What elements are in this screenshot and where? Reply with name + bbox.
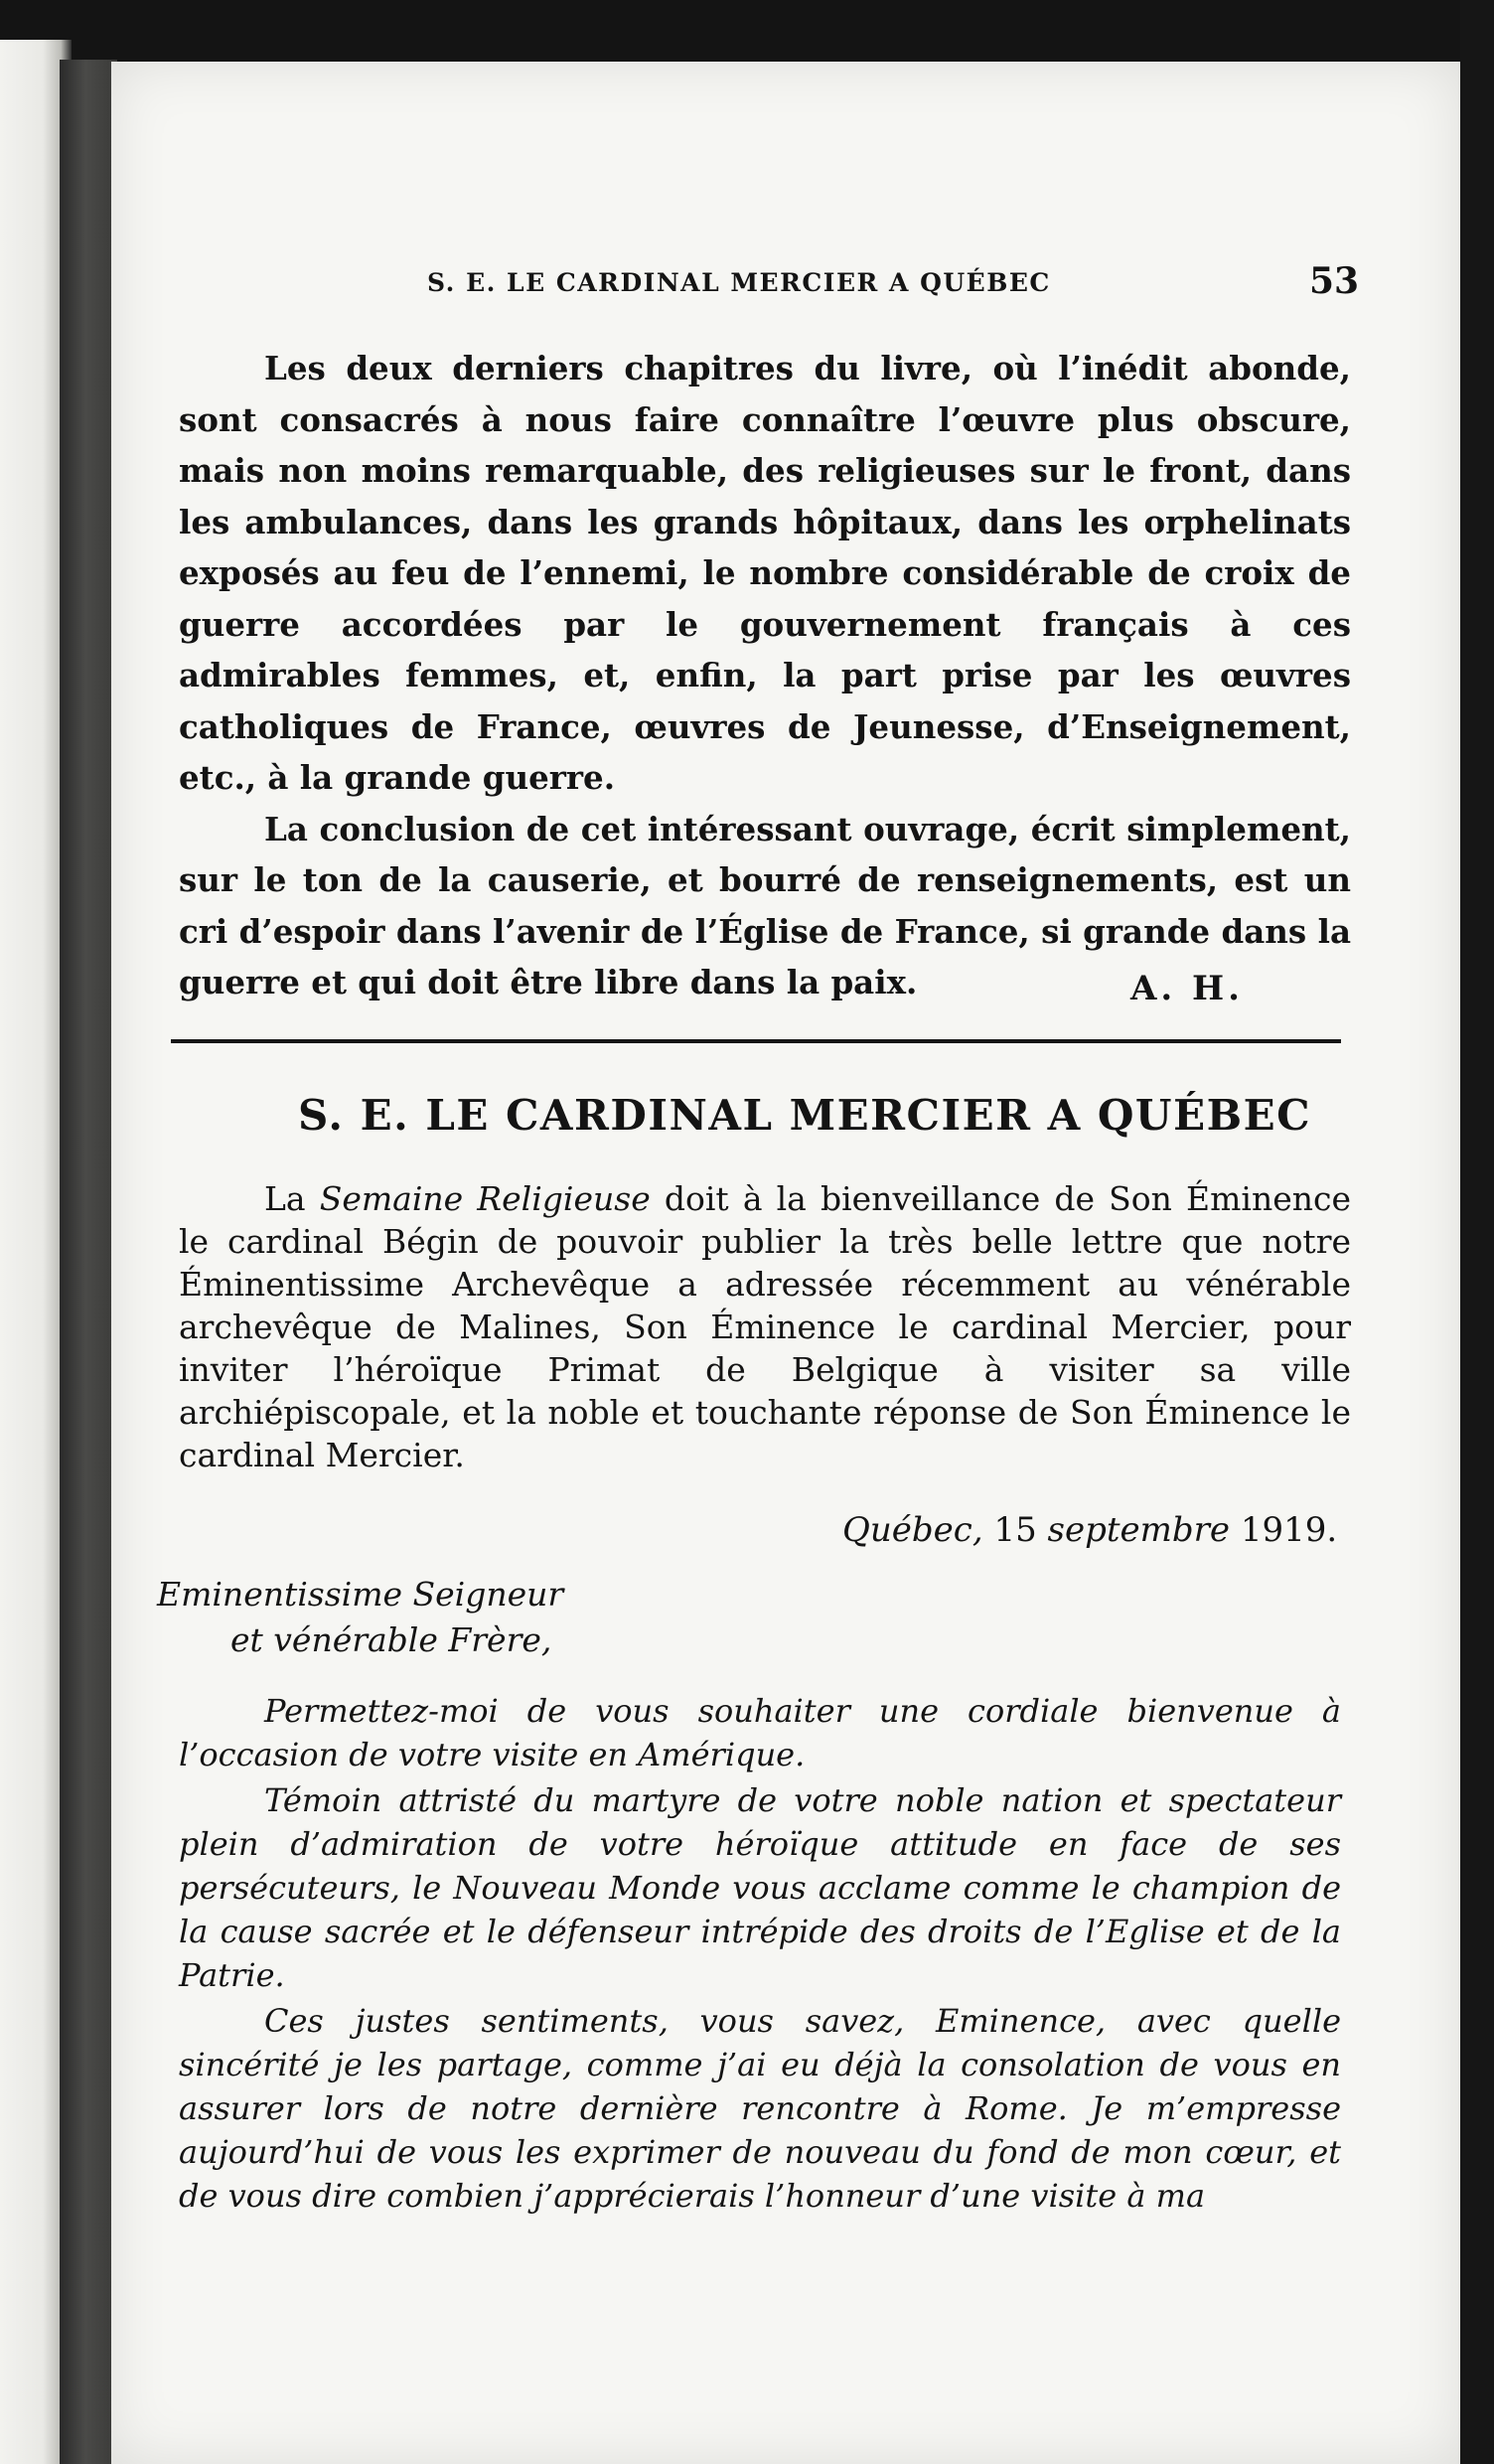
section-intro [179, 1177, 1351, 1476]
letter-body [179, 1689, 1341, 2220]
letter-dateline [842, 1510, 1337, 1550]
book-binding-shadow [60, 60, 117, 2464]
letter-paragraph: Permettez-moi de vous souhaiter une cordiale bienvenue à l’occasion de votre visite en Amérique. [179, 1692, 1341, 1773]
dateline-place: Québec, [842, 1510, 983, 1550]
section-title: S. E. LE CARDINAL MERCIER A QUÉBEC [298, 1091, 1312, 1140]
review-paragraph: Les deux derniers chapitres du livre, où l’inédit abonde, sont consacrés à nous faire connaître l’œuvre plus obscure, mais non moins remarquable, des religieuses sur le front, dans les ambulances, dans les grands hôpitaux, dans les orphelinats exposés au feu de l’ennemi, le nombre considérable de croix de guerre accordées par le gouvernement français à ces admirables femmes, et, enfin, la part prise par les œuvres catholiques de France, œuvres de Jeunesse, d’Enseignement, etc., à la grande guerre. [179, 349, 1351, 797]
review-text [179, 343, 1351, 1008]
running-head: S. E. LE CARDINAL MERCIER A QUÉBEC [427, 268, 1051, 297]
dateline-day: 15 [982, 1510, 1048, 1550]
letter-paragraph: Ces justes sentiments, vous savez, Eminence, avec quelle sincérité je les partage, comme j’ai eu déjà la consolation de vous en assurer lors de notre dernière rencontre à Rome. Je m’empresse aujourd’hui de vous les exprimer de nouveau du fond de mon cœur, et de vous dire combien j’apprécierais l’honneur d’une visite à ma [179, 2002, 1341, 2215]
intro-paragraph [179, 1177, 1351, 1476]
intro-rest: doit à la bienveillance de Son Éminence le cardinal Bégin de pouvoir publier la très belle lettre que notre Éminentissime Archevêque a adressée récemment au vénérable archevêque de Malines, Son Éminence le cardinal Mercier, pour inviter l’héroïque Primat de Belgique à visiter sa ville archiépiscopale, et la noble et touchante réponse de Son Éminence le cardinal Mercier. [179, 1179, 1352, 1474]
dateline-month: septembre [1047, 1510, 1231, 1550]
section-divider [171, 1039, 1341, 1043]
letter-salutation [157, 1572, 563, 1663]
salutation-line: Eminentissime Seigneur [157, 1575, 564, 1614]
intro-lead: La [264, 1179, 320, 1218]
letter-paragraph: Témoin attristé du martyre de votre noble nation et spectateur plein d’admiration de votre héroïque attitude en face de ses persécuteurs, le Nouveau Monde vous acclame comme le champion de la cause sacrée et le défenseur intrépide des droits de l’Eglise et de la Patrie. [179, 1781, 1341, 1994]
page-number: 53 [1309, 260, 1360, 302]
film-border [1460, 0, 1494, 2464]
review-paragraph: La conclusion de cet intéressant ouvrage, écrit simplement, sur le ton de la causerie, et bourré de renseignements, est un cri d’espoir dans l’avenir de l’Église de France, si grande dans la guerre et qui doit être libre dans la paix. [179, 809, 1351, 1001]
dateline-year: 1919. [1230, 1510, 1338, 1550]
publication-name: Semaine Religieuse [319, 1179, 651, 1218]
salutation-line: et vénérable Frère, [230, 1620, 552, 1659]
review-signature: A. H. [1130, 969, 1245, 1008]
